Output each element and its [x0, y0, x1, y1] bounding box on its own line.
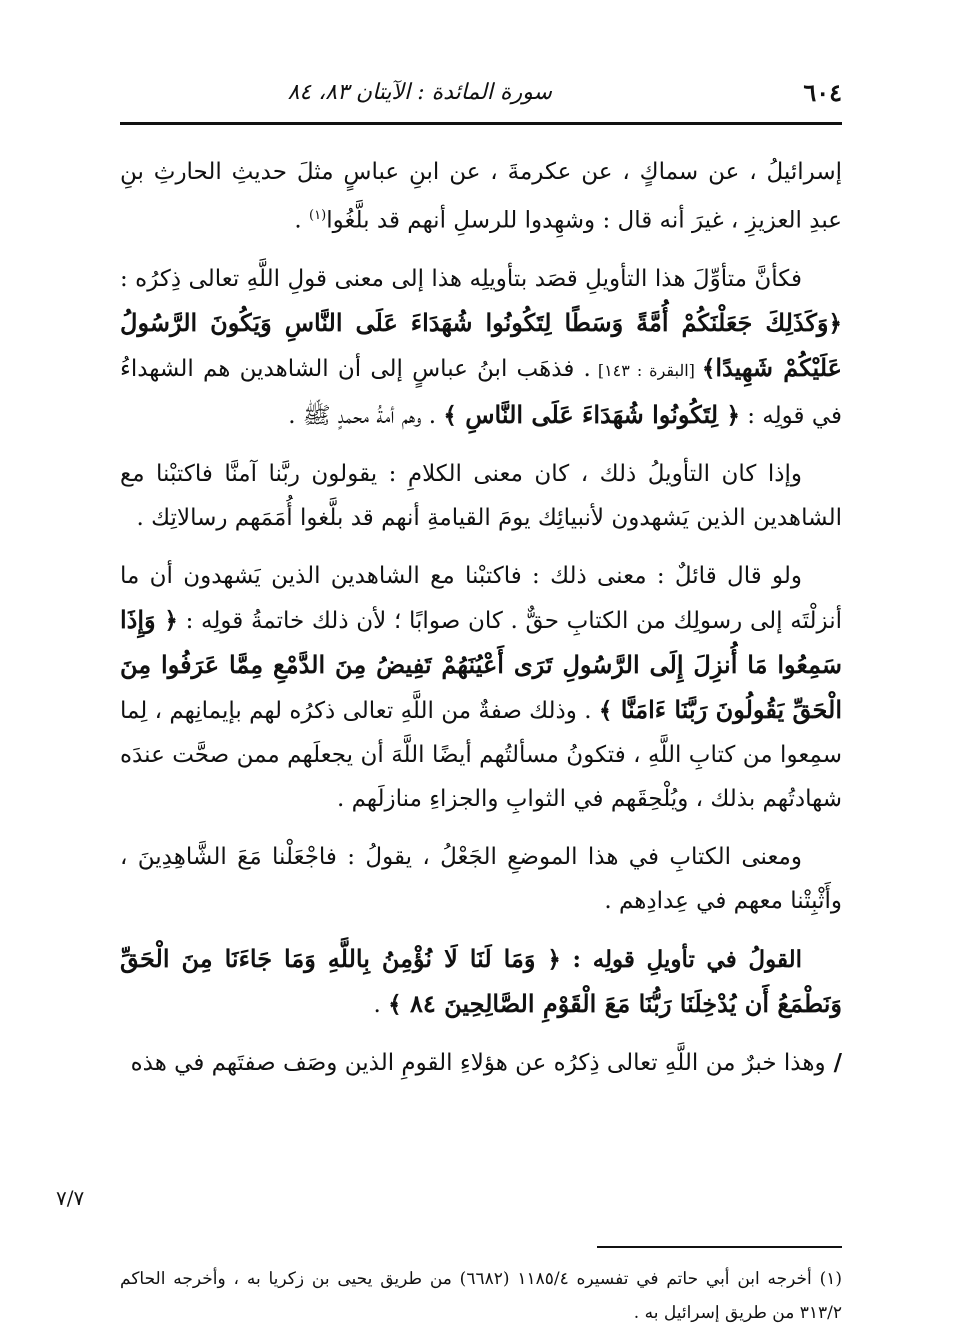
footnotes [120, 1262, 842, 1330]
paragraph-4 [120, 554, 842, 821]
paragraph-text: وإذا كان التأويلُ ذلك ، كان معنى الكلامِ : يقولون ربَّنا آمنَّا فاكتبْنا مع الشاهدين الذين يَشهدون لأنبيائِك يومَ القيامةِ أنهم قد بلَّغوا أُمَمَهم رسالاتِك . [120, 460, 842, 531]
ornate-bracket-open: ﴿ [828, 309, 842, 337]
footnote-rule [597, 1246, 842, 1248]
page-number: ٦٠٤ [803, 78, 842, 107]
page-header [120, 78, 842, 118]
header-rule [120, 122, 842, 125]
ornate-bracket-close: ﴾ [701, 354, 716, 382]
paragraph-text: . [373, 991, 389, 1018]
paragraph-text: . [294, 207, 310, 234]
footnote-1: (١) أخرجه ابن أبي حاتم في تفسيره ١١٨٥/٤ (٦٦٨٢) من طريق يحيى بن زكريا به ، وأخرجه الحاكم ٣١٣/٢ من طريق إسرائيل به . [120, 1269, 842, 1323]
ornate-bracket-open: ﴿ [726, 401, 740, 429]
paragraph-1 [120, 150, 842, 243]
main-text [120, 150, 842, 1099]
quran-verse: وَمَا لَنَا لَا نُؤْمِنُ بِاللَّهِ وَمَا جَاءَنَا مِنَ الْحَقِّ وَنَطْمَعُ أَن يُدْخِلَنَا رَبُّنَا مَعَ الْقَوْمِ الصَّالِحِينَ ٨٤ [120, 943, 842, 1018]
quran-verse: وَكَذَلِكَ جَعَلْنَكُمْ أُمَّةً وَسَطًا لِتَكُونُوا شُهَدَاءَ عَلَى النَّاسِ وَيَكُونَ الرَّسُولُ عَلَيْكُمْ شَهِيدًا [120, 307, 843, 382]
quran-verse: وَإِذَا سَمِعُوا مَا أُنزِلَ إِلَى الرَّسُولِ تَرَى أَعْيُنَهُمْ تَفِيضُ مِنَ الدَّمْعِ مِمَّا عَرَفُوا مِنَ الْحَقِّ يَقُولُونَ رَبَّنَا ءَامَنَّا [120, 604, 843, 724]
ornate-bracket-open: ﴿ [547, 945, 561, 973]
paragraph-5 [120, 835, 842, 923]
quran-verse: لِتَكُونُوا شُهَدَاءَ عَلَى النَّاسِ [456, 399, 727, 429]
paragraph-text: . وهم أمةُ محمدٍ ﷺ . [288, 402, 444, 429]
paragraph-3 [120, 452, 842, 540]
paragraph-2 [120, 257, 842, 438]
ornate-bracket-close: ﴾ [388, 990, 402, 1018]
page-break-marker: / [825, 1048, 842, 1076]
section-heading: القولُ في تأويلِ قولِه : [560, 945, 802, 973]
paragraph-text: . وذلك صفةٌ من اللَّهِ تعالى ذكرُه لهم بإيمانِهم ، لِما سمِعوا من كتابِ اللَّهِ ، فتكونُ مسألتُهم أيضًا اللَّهَ أن يجعلَهم ممن صحَّت عندَه شهادتُهم بذلك ، ويُلْحِقَهم في الثوابِ والجزاءِ منازلَهم . [120, 697, 842, 812]
paragraph-text: ومعنى الكتابِ في هذا الموضعِ الجَعْلُ ، يقولُ : فاجْعَلْنا مَعَ الشَّاهِدِينَ ، وأَثْبِتْنا معهم في عِدادِهم . [120, 843, 842, 914]
verse-reference: [البقرة : ١٤٣] [590, 360, 702, 380]
paragraph-text: وهذا خبرٌ من اللَّهِ تعالى ذِكرُه عن هؤلاءِ القومِ الذين وصَف صفتَهم في هذه [130, 1049, 826, 1076]
margin-volume-page-note: ٧/٧ [56, 1186, 85, 1210]
paragraph-text: فكأنَّ متأوِّلَ هذا التأويلِ قصَد بتأويلِه هذا إلى معنى قولِ اللَّهِ تعالى ذِكرُه : [120, 265, 802, 292]
paragraph-text: ولو قال قائلٌ : معنى ذلك : فاكتبْنا مع الشاهدين الذين يَشهدون أن ما أنزلْتَه إلى رسولِك من الكتابِ حقٌّ . كان صوابًا ؛ لأن ذلك خاتمةُ قولِه : [120, 562, 842, 634]
paragraph-text: إسرائيلُ ، عن سماكٍ ، عن عكرمةَ ، عن ابنِ عباسٍ مثلَ حديثِ الحارثِ بنِ عبدِ العزيزِ ، غيرَ أنه قال : وشهِدوا للرسلِ أنهم قد بلَّغُوا [120, 159, 842, 234]
ornate-bracket-close: ﴾ [443, 401, 457, 429]
running-title: سورة المائدة : الآيتان ٨٣، ٨٤ [287, 80, 552, 105]
ornate-bracket-open: ﴿ [164, 606, 178, 634]
paragraph-text: . فذهَب ابنُ عباسٍ إلى أن الشاهدين هم الشهداءُ في قولِه : [120, 355, 842, 429]
footnote-reference: (١) [309, 208, 327, 223]
paragraph-7 [120, 1041, 842, 1085]
ornate-bracket-close: ﴾ [598, 696, 613, 724]
paragraph-6 [120, 937, 842, 1027]
